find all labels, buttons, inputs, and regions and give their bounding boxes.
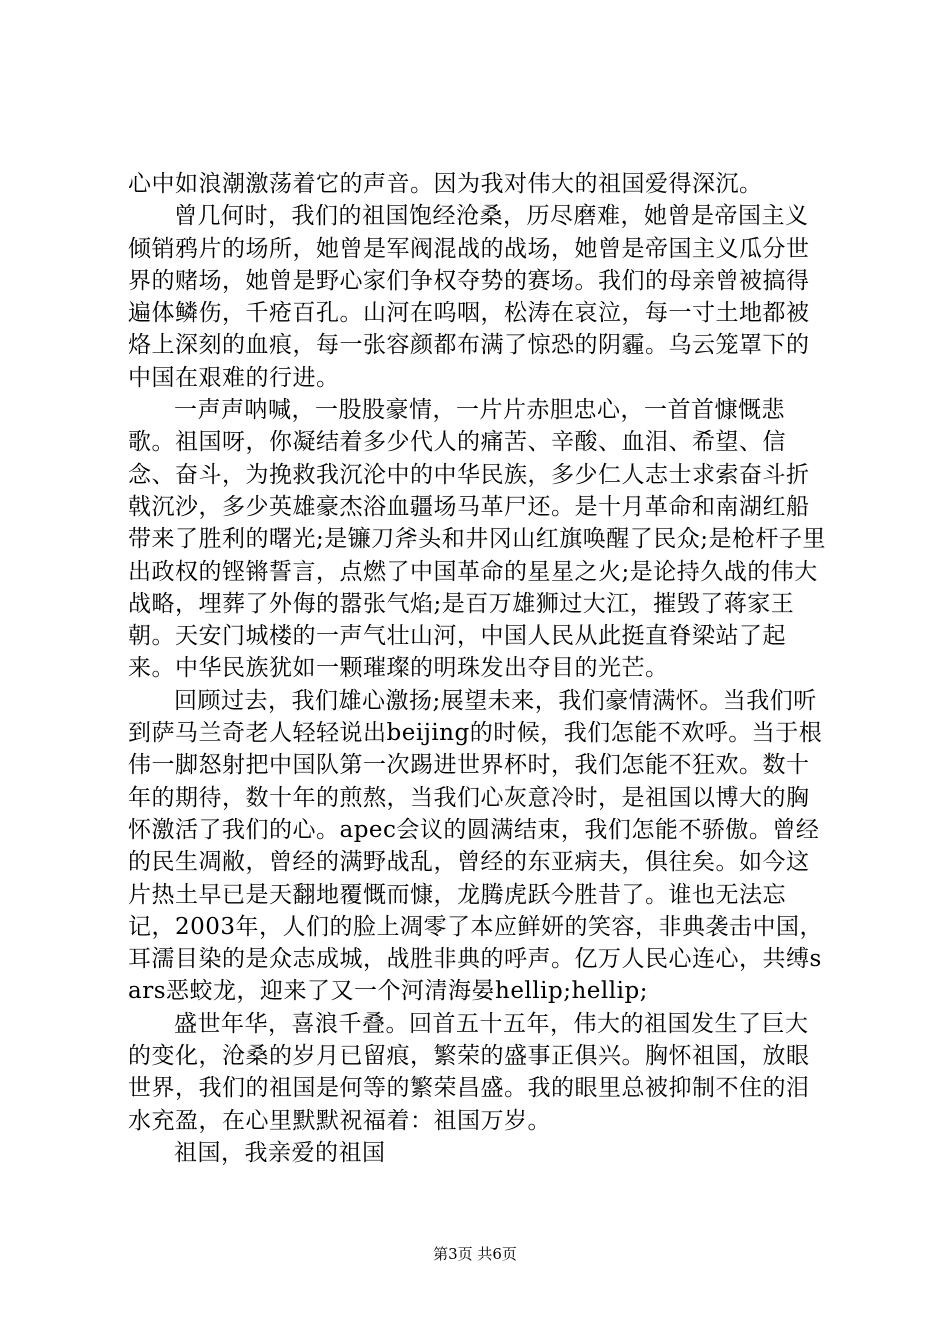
page-number-footer: 第3页 共6页 (433, 1245, 517, 1263)
paragraph-6: 祖国，我亲爱的祖国 (174, 1139, 386, 1166)
paragraph-4: 回顾过去，我们雄心激扬;展望未来，我们豪情满怀。当我们听到萨马兰奇老人轻轻说出beijing的时候，我们怎能不欢呼。当于根伟一脚怒射把中国队第一次踢进世界杯时，我们怎能不狂欢。数十年的期待，数十年的煎熬，当我们心灰意冷时，是祖国以博大的胸怀激活了我们的心。apec会议的圆满结束，我们怎能不骄傲。曾经的民生凋敝，曾经的满野战乱，曾经的东亚病夫，俱往矣。如今这片热土早已是天翻地覆慨而慷，龙腾虎跃今胜昔了。谁也无法忘记，2003年，人们的脸上凋零了本应鲜妍的笑容，非典袭击中国，耳濡目染的是众志成城，战胜非典的呼声。亿万人民心连心，共缚sars恶蛟龙，迎来了又一个河清海晏hellip;hellip; (128, 687, 824, 1005)
paragraph-2: 曾几何时，我们的祖国饱经沧桑，历尽磨难，她曾是帝国主义倾销鸦片的场所，她曾是军阀混战的战场，她曾是帝国主义瓜分世界的赌场，她曾是野心家们争权夺势的赛场。我们的母亲曾被搞得遍体鳞伤，千疮百孔。山河在呜咽，松涛在哀泣，每一寸土地都被烙上深刻的血痕，每一张容颜都布满了惊恐的阴霾。乌云笼罩下的中国在艰难的行进。 (128, 203, 810, 391)
paragraph-3: 一声声呐喊，一股股豪情，一片片赤胆忠心，一首首慷慨悲歌。祖国呀，你凝结着多少代人的痛苦、辛酸、血泪、希望、信念、奋斗，为挽救我沉沦中的中华民族，多少仁人志士求索奋斗折戟沉沙，多少英雄豪杰浴血疆场马革尸还。是十月革命和南湖红船带来了胜利的曙光;是镰刀斧头和井冈山红旗唤醒了民众;是枪杆子里出政权的铿锵誓言，点燃了中国革命的星星之火;是论持久战的伟大战略，埋葬了外侮的嚣张气焰;是百万雄狮过大江，摧毁了蒋家王朝。天安门城楼的一声气壮山河，中国人民从此挺直脊梁站了起来。中华民族犹如一颗璀璨的明珠发出夺目的光芒。 (128, 397, 826, 682)
paragraph-1: 心中如浪潮激荡着它的声音。因为我对伟大的祖国爱得深沉。 (128, 171, 763, 197)
document-body (128, 168, 828, 1169)
paragraph-5: 盛世年华，喜浪千叠。回首五十五年，伟大的祖国发生了巨大的变化，沧桑的岁月已留痕，繁荣的盛事正俱兴。胸怀祖国，放眼世界，我们的祖国是何等的繁荣昌盛。我的眼里总被抑制不住的泪水充盈，在心里默默祝福着：祖国万岁。 (128, 1010, 810, 1134)
